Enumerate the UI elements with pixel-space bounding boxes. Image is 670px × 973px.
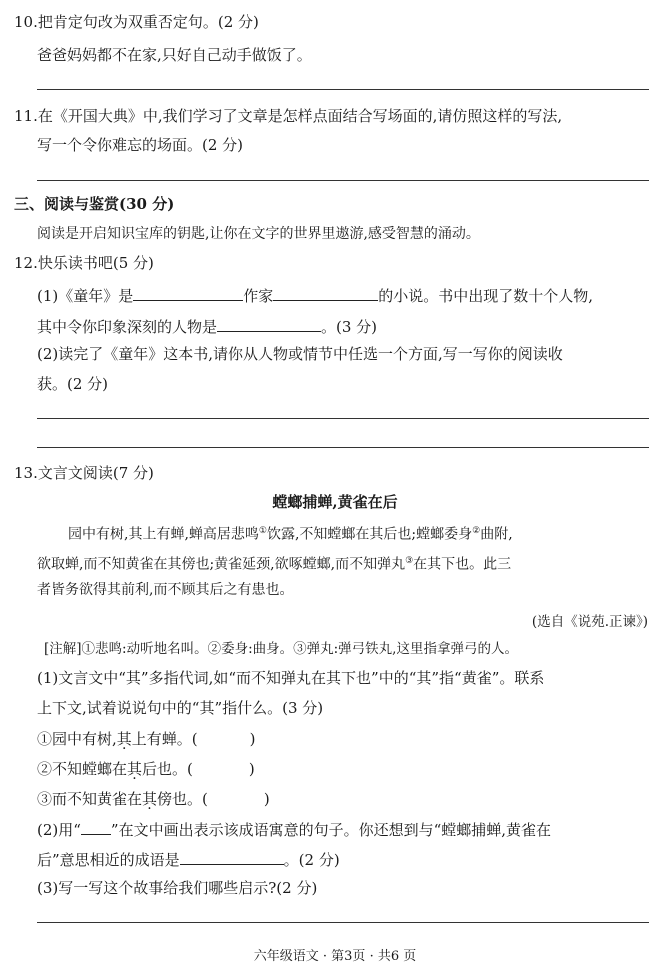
item3-c: 傍也。( [157,790,208,808]
passage-line1-c: 曲附, [480,526,513,543]
q10-answer-line [37,89,649,90]
item1-c: 上有蝉。( [131,730,198,748]
passage-title: 螳螂捕蝉,黄雀在后 [272,493,398,511]
item3-a: ③而不知黄雀在 [37,790,143,808]
q13-p2-line1 [37,818,551,840]
item1-d: ) [249,730,256,748]
q13-p2-line2 [37,848,340,870]
q12-p1-line2-b: 。(3 分) [321,318,378,336]
q12-p1-c: 的小说。书中出现了数十个人物, [378,287,594,305]
q13-p2-line2-b: 。(2 分) [283,851,340,869]
section-intro: 阅读是开启知识宝库的钥匙,让你在文字的世界里遨游,感受智慧的涌动。 [37,226,480,242]
q12-p2-line2: 获。(2 分) [37,375,109,393]
underline-symbol [81,818,111,835]
q13-p2-line2-a: 后”意思相近的成语是 [37,851,180,869]
q13-p2-a: (2)用“ [37,821,81,839]
q12-blank-character[interactable] [217,315,321,332]
q11-line1: 11.在《开国大典》中,我们学习了文章是怎样点面结合写场面的,请仿照这样的写法, [14,107,563,125]
q13-item3 [37,789,270,809]
note-mark-1: ① [258,526,267,536]
q13-item1 [37,729,256,749]
note-mark-2: ② [472,526,481,536]
q12-blank-author-country[interactable] [133,284,243,301]
q12-answer-line-1 [37,418,649,419]
q12-p2-line1: (2)读完了《童年》这本书,请你从人物或情节中任选一个方面,写一写你的阅读收 [37,345,563,363]
q13-p3: (3)写一写这个故事给我们哪些启示?(2 分) [37,879,318,897]
passage-line2 [37,551,511,575]
q12-p1-line2 [37,315,377,337]
passage-line1-b: 饮露,不知螳螂在其后也;螳螂委身 [266,526,473,543]
q12-p1-line2-a: 其中令你印象深刻的人物是 [37,318,218,336]
q13-item2 [37,759,255,779]
q12-p1-line1 [37,284,593,306]
q10-title: 10.把肯定句改为双重否定句。(2 分) [14,13,259,31]
q13-answer-line [37,922,649,923]
q11-line2: 写一个令你难忘的场面。(2 分) [37,136,244,154]
q10-sentence: 爸爸妈妈都不在家,只好自己动手做饭了。 [37,46,312,64]
q13-p2-b: ”在文中画出表示该成语寓意的句子。你还想到与“螳螂捕蝉,黄雀在 [110,821,552,839]
passage-line2-a: 欲取蝉,而不知黄雀在其傍也;黄雀延颈,欲啄螳螂,而不知弹丸 [37,556,406,573]
item1-a: ①园中有树, [37,730,117,748]
note-mark-3: ③ [405,556,414,566]
item3-d: ) [263,790,270,808]
q13-p1-line1: (1)文言文中“其”多指代词,如“而不知弹丸在其下也”中的“其”指“黄雀”。联系 [37,669,545,687]
q12-title: 12.快乐读书吧(5 分) [14,254,154,272]
q12-p1-b: 作家 [243,287,274,305]
passage-line1 [68,521,513,545]
section-heading: 三、阅读与鉴赏(30 分) [14,195,175,213]
item2-c: 后也。( [142,760,193,778]
item2-a: ②不知螳螂在 [37,760,128,778]
passage-line1-a: 园中有树,其上有蝉,蝉高居悲鸣 [68,526,259,543]
passage-source: (选自《说苑.正谏》) [531,614,648,630]
q12-blank-author[interactable] [273,284,378,301]
q13-p1-line2: 上下文,试着说说句中的“其”指什么。(3 分) [37,699,324,717]
q12-p1-a: (1)《童年》是 [37,287,134,305]
page-footer: 六年级语文 · 第3页 · 共6 页 [253,949,417,964]
q13-blank-idiom[interactable] [180,848,284,865]
item2-d: ) [248,760,255,778]
q13-title: 13.文言文阅读(7 分) [14,464,154,482]
item1-emphasized: 其 [116,730,132,748]
q12-answer-line-2 [37,447,649,448]
item2-emphasized: 其 [127,760,143,778]
passage-line2-b: 在其下也。此三 [413,556,512,573]
item3-emphasized: 其 [142,790,158,808]
q11-answer-line [37,180,649,181]
passage-annotation: [注解]①悲鸣:动听地名叫。②委身:曲身。③弹丸:弹弓铁丸,这里指拿弹弓的人。 [44,641,518,657]
passage-line3: 者皆务欲得其前利,而不顾其后之有患也。 [37,582,294,598]
